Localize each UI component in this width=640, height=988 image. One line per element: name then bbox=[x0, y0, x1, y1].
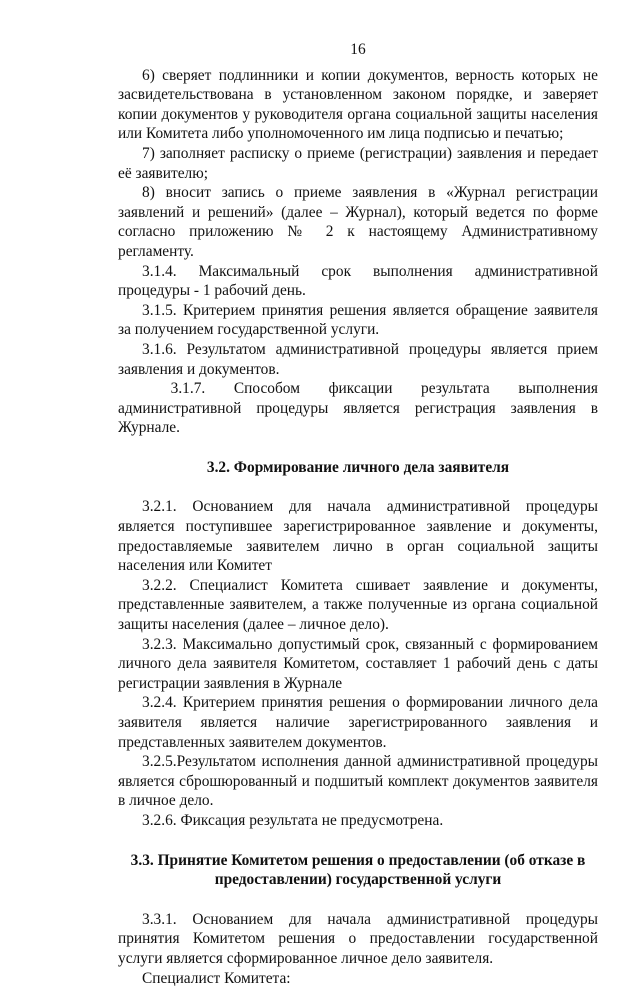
procedure-3-1-continuation bbox=[118, 66, 602, 438]
paragraph-specialist: Специалист Комитета: bbox=[142, 969, 291, 987]
paragraph-3-2-5: 3.2.5.Результатом исполнения данной административной процедуры является сброшюрованный и подшитый комплект документов заявителя в личное дело. bbox=[118, 753, 598, 810]
section-heading-3-3-line-1: 3.3. Принятие Комитетом решения о предоставлении (об отказе в bbox=[130, 851, 586, 869]
paragraph-3-1-7: 3.1.7. Способом фиксации результата выполнения административной процедуры является регистрация заявления в Журнале. bbox=[118, 380, 602, 437]
page-number: 16 bbox=[350, 41, 366, 58]
paragraph-item-7: 7) заполняет расписку о приеме (регистрации) заявления и передает её заявителю; bbox=[118, 144, 598, 182]
section-heading-3-2: 3.2. Формирование личного дела заявителя bbox=[206, 458, 510, 476]
section-3-2-body bbox=[118, 497, 598, 830]
paragraph-3-2-4: 3.2.4. Критерием принятия решения о формировании личного дела заявителя является наличие зарегистрированного заявления и представленных заявителем документов. bbox=[118, 694, 598, 751]
paragraph-item-8: 8) вносит запись о приеме заявления в «Журнал регистрации заявлений и решений» (далее – Журнал), который ведется по форме согласно приложению № 2 к настоящему Административному регламенту. bbox=[118, 184, 598, 260]
section-heading-3-3-line-2: предоставлении) государственной услуги bbox=[214, 871, 502, 889]
paragraph-3-1-6: 3.1.6. Результатом административной процедуры является прием заявления и документов. bbox=[118, 340, 598, 378]
paragraph-3-2-2: 3.2.2. Специалист Комитета сшивает заявление и документы, представленные заявителем, а также полученные из органа социальной защиты населения (далее – личное дело). bbox=[118, 576, 598, 634]
paragraph-item-6: 6) сверяет подлинники и копии документов, верность которых не засвидетельствована в установленном законом порядке, и заверяет копии документов у руководителя органа социальной защиты населения или Комитета либо уполномоченного им лица подписью и печатью; bbox=[118, 66, 598, 143]
paragraph-3-1-4: 3.1.4. Максимальный срок выполнения административной процедуры - 1 рабочий день. bbox=[118, 262, 598, 300]
paragraph-3-2-6: 3.2.6. Фиксация результата не предусмотрена. bbox=[142, 811, 444, 829]
section-3-3-body bbox=[118, 910, 598, 988]
paragraph-3-2-1: 3.2.1. Основанием для начала административной процедуры является поступившее зарегистрированное заявление и документы, предоставляемые заявителем лично в орган социальной защиты населения или Комитет bbox=[118, 498, 598, 575]
paragraph-3-3-1: 3.3.1. Основанием для начала административной процедуры принятия Комитетом решения о предоставлении государственной услуги является сформированное личное дело заявителя. bbox=[118, 910, 598, 967]
paragraph-3-1-5: 3.1.5. Критерием принятия решения является обращение заявителя за получением государственной услуги. bbox=[118, 301, 598, 339]
paragraph-3-2-3: 3.2.3. Максимально допустимый срок, связанный с формированием личного дела заявителя Комитетом, составляет 1 рабочий день с даты регистрации заявления в Журнале bbox=[118, 635, 598, 692]
